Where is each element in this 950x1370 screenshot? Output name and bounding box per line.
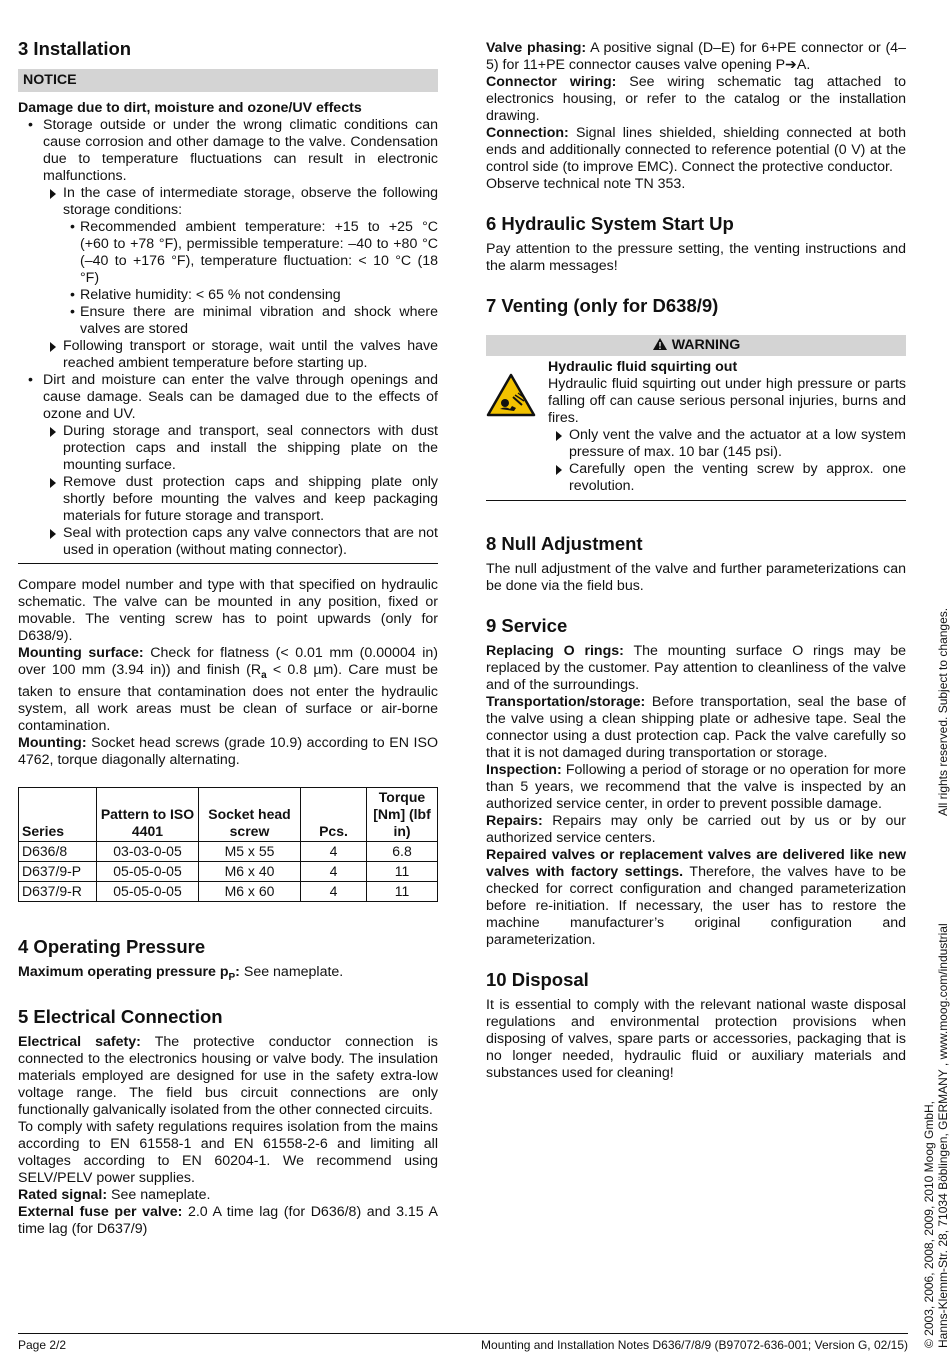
connection-paragraph: Connection: Signal lines shielded, shielding connected at both ends and additionally connected to reference potential (0 V) at the control side (to improve EMC). Connect the protective conductor. bbox=[486, 125, 906, 175]
arrow-seal-unused: Seal with protection caps any valve connectors that are not used in operation (without mating connector). bbox=[63, 525, 438, 558]
startup-paragraph: Pay attention to the pressure setting, the venting instructions and the alarm messages! bbox=[486, 241, 906, 274]
table-header: Pcs. bbox=[301, 787, 367, 841]
rated-signal-paragraph: Rated signal: See nameplate. bbox=[18, 1186, 211, 1203]
list-item: Carefully open the venting screw by approx. one revolution. bbox=[569, 461, 906, 494]
document-reference: Mounting and Installation Notes D636/7/8/9 (B97072-636-001; Version G, 02/15) bbox=[481, 1338, 908, 1352]
arrow-seal-connectors: During storage and transport, seal connectors with dust protection caps and install the shipping plate on the mounting surface. bbox=[63, 423, 438, 473]
warning-end-rule bbox=[486, 500, 906, 501]
transport-paragraph: Transportation/storage: Before transportation, seal the base of the valve using a clean shipping plate or adhesive tape. Seal the connector using a dust protection cap. Pack the valve carefully so that it is not damaged during transportation or storage. bbox=[486, 694, 906, 761]
table-row: D637/9-P 05-05-0-05 M6 x 40 4 11 bbox=[19, 861, 438, 881]
section-4-title: 4 Operating Pressure bbox=[18, 935, 206, 957]
max-pressure-label: Maximum operating pressure $p_P$: bbox=[18, 963, 240, 983]
warning-text: Hydraulic fluid squirting out under high pressure or parts falling off can cause serious personal injuries, burns and fires. bbox=[548, 376, 906, 426]
list-item bbox=[80, 287, 438, 304]
rated-signal-label: Rated signal: bbox=[18, 1186, 108, 1203]
compare-paragraph: Compare model number and type with that specified on hydraulic schematic. The valve can be mounted in any position, fixed or movable. The venting screw has to point upwards (only for D638/9). bbox=[18, 577, 438, 644]
left-column bbox=[18, 38, 438, 1238]
list-item bbox=[80, 304, 438, 338]
max-pressure-paragraph: Maximum operating pressure $p_P$: See nameplate. bbox=[18, 963, 344, 983]
bullet-dirt: • Dirt and moisture can enter the valve through openings and cause damage. Seals can be damaged due to the effects of ozone and UV. bbox=[43, 372, 438, 422]
footer-rule bbox=[18, 1333, 908, 1334]
valve-phasing-paragraph: Valve phasing: A positive signal (D–E) for 6+PE connector or (4–5) for 11+PE connector causes valve opening P➔A. bbox=[486, 40, 906, 73]
section-8-title: 8 Null Adjustment bbox=[486, 533, 643, 554]
external-fuse-paragraph: External fuse per valve: 2.0 A time lag (for D636/8) and 3.15 A time lag (for D637/9) bbox=[18, 1203, 438, 1237]
mounting-paragraph: Mounting: Socket head screws (grade 10.9) according to EN ISO 4762, torque diagonally alternating. bbox=[18, 734, 438, 768]
list-item bbox=[63, 474, 438, 525]
arrow-ambient: Following transport or storage, wait until the valves have reached ambient temperature before starting up. bbox=[63, 338, 438, 371]
warning-label: WARNING bbox=[671, 337, 741, 353]
null-adjustment-paragraph: The null adjustment of the valve and further parameterizations can be done via the field bus. bbox=[486, 561, 906, 594]
connection-label: Connection: bbox=[486, 125, 569, 141]
table-header-row bbox=[19, 787, 438, 841]
electrical-safety-label: Electrical safety: bbox=[18, 1033, 141, 1050]
list-item bbox=[63, 338, 438, 372]
repairs-label: Repairs: bbox=[486, 813, 543, 829]
repaired-valves-paragraph: Repaired valves or replacement valves are delivered like new valves with factory settings. Therefore, the valves have to be checked for correct configuration and changed parameterization before re-initiation. If necessary, the user has to restore the machine manufacturer’s original configuration and parameterization. bbox=[486, 847, 907, 948]
list-item bbox=[43, 117, 438, 372]
warning-triangle-icon bbox=[652, 337, 668, 351]
transport-label: Transportation/storage: bbox=[486, 694, 646, 710]
repairs-paragraph: Repairs: Repairs may only be carried out by us or by our authorized service centers. bbox=[486, 813, 906, 846]
sub-humidity: • Relative humidity: < 65 % not condensing bbox=[80, 287, 341, 303]
list-item bbox=[80, 219, 438, 287]
sub-temperature: • Recommended ambient temperature: +15 to +25 °C (+60 to +78 °F), permissible temperature: –40 to +80 °C (–40 to +176 °F), temperature fluctuation: < 10 °C (18 °F) bbox=[80, 219, 438, 286]
table-header: Socket head screw bbox=[199, 787, 301, 841]
screw-table bbox=[18, 787, 438, 902]
observe-note: Observe technical note TN 353. bbox=[486, 176, 686, 192]
repaired-valves-label: Repaired valves or replacement valves are delivered like new valves with factory settings. bbox=[486, 847, 906, 880]
arrow-remove-caps: Remove dust protection caps and shipping plate only shortly before mounting the valves and keep packaging materials for future storage and transport. bbox=[63, 474, 438, 524]
fluid-injection-hazard-icon bbox=[486, 359, 548, 495]
section-7-title: 7 Venting (only for D638/9) bbox=[486, 295, 719, 316]
connector-wiring-label: Connector wiring: bbox=[486, 74, 617, 90]
section-6-title: 6 Hydraulic System Start Up bbox=[486, 213, 734, 234]
list-item bbox=[63, 525, 438, 559]
rights-line: All rights reserved. Subject to changes. bbox=[936, 607, 950, 816]
sub-vibration: • Ensure there are minimal vibration and shock where valves are stored bbox=[80, 304, 438, 337]
page-number: Page 2/2 bbox=[18, 1338, 67, 1352]
table-row: D637/9-R 05-05-0-05 M6 x 60 4 11 bbox=[19, 881, 438, 901]
inspection-paragraph: Inspection: Following a period of storage or no operation for more than 5 years, we recommend that the valve is inspected by an authorized service center, in order to prevent possible damage. bbox=[486, 762, 906, 812]
list-item bbox=[43, 372, 438, 559]
o-rings-paragraph: Replacing O rings: The mounting surface O rings may be replaced by the customer. Pay attention to cleanliness of the valve and of the surroundings. bbox=[486, 643, 907, 693]
warning-heading: Hydraulic fluid squirting out bbox=[548, 359, 738, 375]
warning-box bbox=[486, 335, 906, 501]
warning-bar bbox=[486, 335, 906, 356]
notice-bullets bbox=[18, 117, 438, 559]
section-10-title: 10 Disposal bbox=[486, 969, 589, 990]
arrow-intermediate-storage: In the case of intermediate storage, observe the following storage conditions: bbox=[63, 185, 438, 218]
address-line: Hanns-Klemm-Str. 28, 71034 Böblingen, GERMANY , www.moog.com/industrial bbox=[936, 923, 950, 1348]
inspection-label: Inspection: bbox=[486, 762, 562, 778]
table-row: D636/8 03-03-0-05 M5 x 55 4 6.8 bbox=[19, 841, 438, 861]
notice-end-rule bbox=[18, 563, 438, 564]
list-item bbox=[63, 423, 438, 474]
valve-phasing-label: Valve phasing: bbox=[486, 40, 587, 56]
bullet-storage: • Storage outside or under the wrong climatic conditions can cause corrosion and other damage to the valve. Condensation due to temperature fluctuations can result in electronic malfunctions. bbox=[43, 117, 438, 184]
section-5-title: 5 Electrical Connection bbox=[18, 1005, 223, 1027]
electrical-safety-paragraph: Electrical safety: The protective conductor connection is connected to the electronics housing or valve body. The insulation materials employed are designed for use in the safety extra-low voltage range. The field bus circuit connections are only functionally galvanically isolated from the other connected circuits. bbox=[18, 1033, 439, 1118]
table-header: Torque [Nm] (lbf in) bbox=[367, 787, 438, 841]
external-fuse-label: External fuse per valve: bbox=[18, 1203, 183, 1220]
notice-label: NOTICE bbox=[18, 69, 438, 92]
mounting-surface-label: Mounting surface: bbox=[18, 645, 144, 661]
table-header: Series bbox=[19, 787, 97, 841]
right-column bbox=[486, 40, 906, 1082]
section-3-title: 3 Installation bbox=[18, 38, 132, 59]
connector-wiring-paragraph: Connector wiring: See wiring schematic tag attached to electronics housing, or refer to the catalog or the installation drawing. bbox=[486, 74, 906, 124]
list-item bbox=[63, 185, 438, 338]
copyright-line: © 2003, 2006, 2008, 2009, 2010 Moog GmbH, bbox=[922, 1100, 936, 1348]
mounting-label: Mounting: bbox=[18, 734, 87, 751]
mounting-surface-paragraph: Mounting surface: Check for flatness (< 0.01 mm (0.00004 in) over 100 mm (3.94 in)) and finish ($R_a < 0.8$ µm). Care must be taken to ensure that contamination does not enter the hydraulic system, all work areas must be clean of surface or air-borne contamination. bbox=[18, 645, 438, 734]
list-item: Only vent the valve and the actuator at a low system pressure of max. 10 bar (145 psi). bbox=[569, 427, 906, 460]
section-9-title: 9 Service bbox=[486, 615, 568, 636]
table-header: Pattern to ISO 4401 bbox=[97, 787, 199, 841]
o-rings-label: Replacing O rings: bbox=[486, 643, 624, 659]
notice-heading: Damage due to dirt, moisture and ozone/UV effects bbox=[18, 100, 362, 116]
disposal-paragraph: It is essential to comply with the relevant national waste disposal regulations and environmental protection provisions when disposing of valves, spare parts or accessories, packaging that is no longer needed, hydraulic fluid or auxiliary materials and substances used for cleaning! bbox=[486, 997, 906, 1081]
comply-paragraph: To comply with safety regulations requires isolation from the mains according to EN 61558-1 and EN 61558-2-6 and limiting all voltages according to EN 60204-1. We recommend using SELV/PELV power supplies. bbox=[18, 1118, 438, 1186]
